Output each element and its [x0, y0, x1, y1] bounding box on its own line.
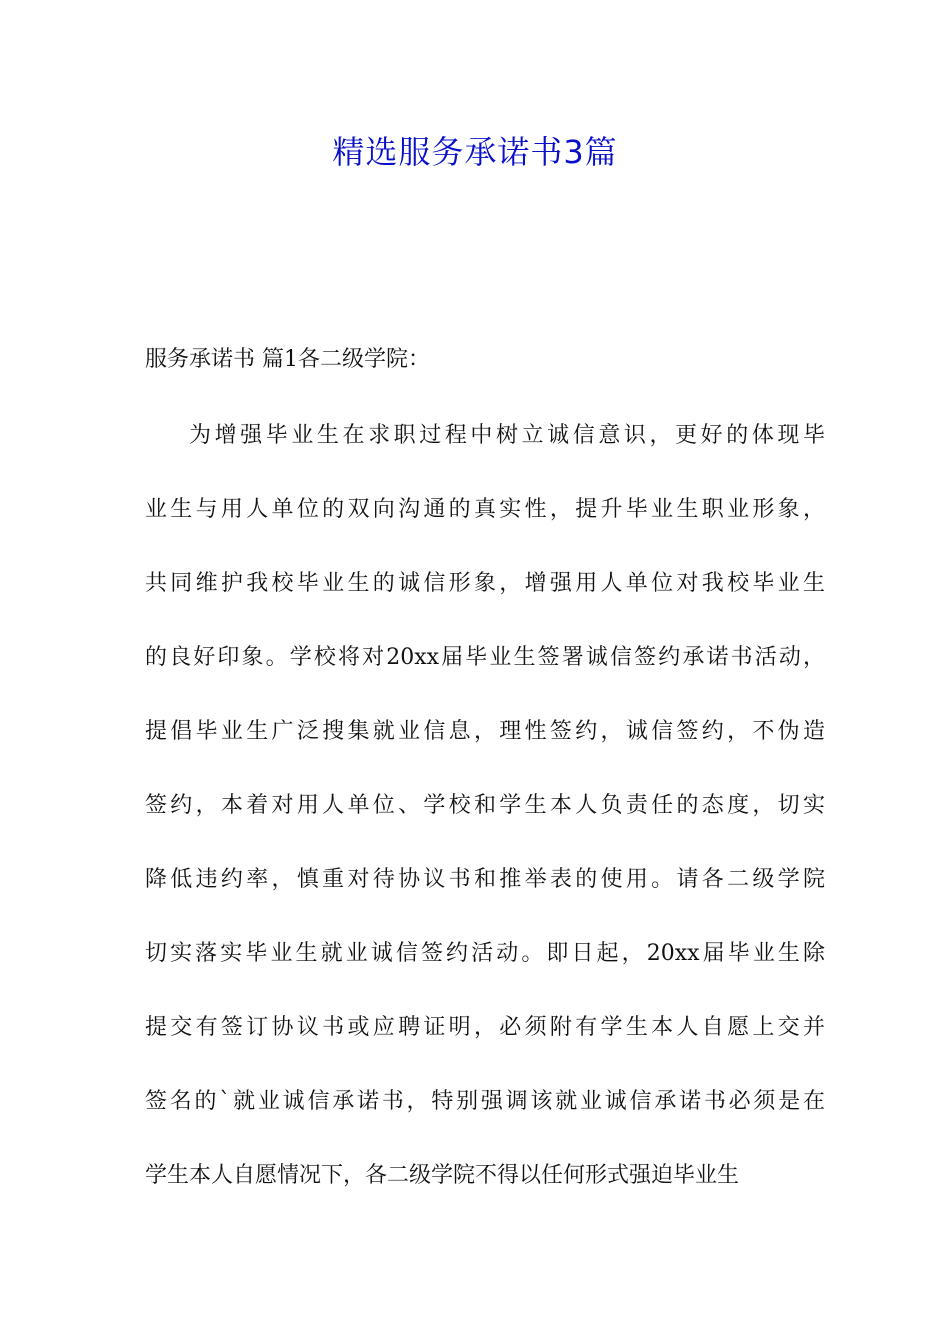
paragraph-line: 为增强毕业生在求职过程中树立诚信意识，更好的体现毕 [189, 423, 825, 448]
paragraph-line: 签约，本着对用人单位、学校和学生本人负责任的态度，切实 [145, 793, 825, 818]
paragraph-line: 提倡毕业生广泛搜集就业信息，理性签约，诚信签约，不伪造 [145, 719, 825, 744]
paragraph-line: 降低违约率，慎重对待协议书和推举表的使用。请各二级学院 [145, 867, 825, 892]
paragraph-line: 学生本人自愿情况下，各二级学院不得以任何形式强迫毕业生 [145, 1163, 740, 1188]
paragraph-line: 共同维护我校毕业生的诚信形象，增强用人单位对我校毕业生 [145, 571, 825, 596]
paragraph-line: 切实落实毕业生就业诚信签约活动。即日起，20xx届毕业生除 [145, 941, 825, 966]
paragraph-line: 的良好印象。学校将对20xx届毕业生签署诚信签约承诺书活动， [145, 645, 825, 670]
document-title: 精选服务承诺书3篇 [332, 133, 618, 171]
paragraph-line: 签名的`就业诚信承诺书，特别强调该就业诚信承诺书必须是在 [145, 1089, 825, 1114]
section-heading: 服务承诺书 篇1各二级学院： [145, 347, 430, 372]
paragraph-line: 提交有签订协议书或应聘证明，必须附有学生本人自愿上交并 [145, 1015, 825, 1040]
paragraph-line: 业生与用人单位的双向沟通的真实性，提升毕业生职业形象， [145, 497, 825, 522]
